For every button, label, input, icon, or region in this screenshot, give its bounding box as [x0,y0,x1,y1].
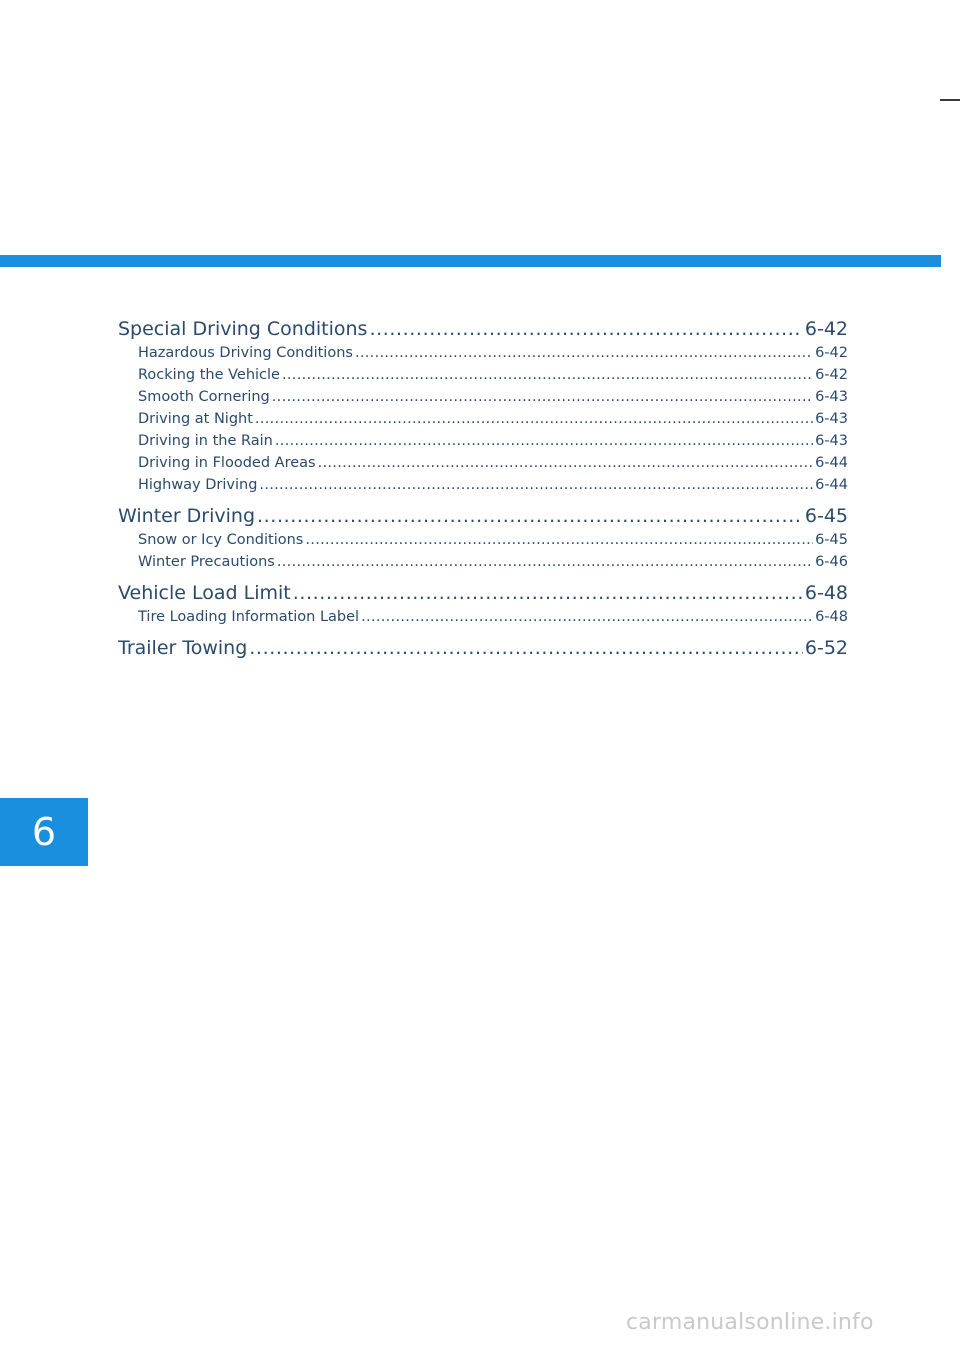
toc-entry-title: Winter Precautions [138,554,275,570]
dot-leader [275,430,813,452]
toc-entry-title: Rocking the Vehicle [138,367,280,383]
toc-sub-entry[interactable] [138,342,848,364]
toc-entry-title: Tire Loading Information Label [138,609,360,625]
toc-entry-title: Vehicle Load Limit [118,582,291,604]
toc-section-winter-driving [118,503,848,573]
dot-leader [361,606,813,628]
toc-entry-title: Hazardous Driving Conditions [138,345,353,361]
chapter-number: 6 [31,810,57,854]
toc-sub-entry[interactable] [138,551,848,573]
toc-entry-page: 6-42 [815,367,848,383]
dot-leader [293,580,803,606]
toc-main-entry[interactable] [118,503,848,529]
dot-leader [305,529,813,551]
toc-sub-entry[interactable] [138,364,848,386]
toc-sub-entry[interactable] [138,474,848,496]
toc-entry-title: Snow or Icy Conditions [138,532,304,548]
toc-entry-page: 6-43 [815,389,848,405]
toc-section-special-driving [118,316,848,496]
toc-sub-entry[interactable] [138,452,848,474]
dot-leader [272,386,813,408]
toc-sub-entry[interactable] [138,408,848,430]
dot-leader [249,635,803,661]
toc-entry-title: Driving at Night [138,411,253,427]
dot-leader [255,408,813,430]
toc-entry-page: 6-44 [815,455,848,471]
toc-entry-title: Special Driving Conditions [118,318,368,340]
table-of-contents [118,316,848,661]
toc-entry-page: 6-43 [815,411,848,427]
toc-main-entry[interactable] [118,580,848,606]
dot-leader [259,474,813,496]
toc-entry-page: 6-46 [815,554,848,570]
toc-entry-page: 6-42 [815,345,848,361]
toc-entry-page: 6-43 [815,433,848,449]
toc-entry-title: Winter Driving [118,505,256,527]
toc-entry-title: Driving in Flooded Areas [138,455,316,471]
dot-leader [277,551,813,573]
toc-entry-page: 6-48 [815,609,848,625]
toc-main-entry[interactable] [118,635,848,661]
dot-leader [318,452,814,474]
toc-entry-page: 6-42 [804,318,848,340]
toc-sub-entry[interactable] [138,606,848,628]
watermark-text: carmanualsonline.info [626,1310,874,1335]
toc-entry-title: Smooth Cornering [138,389,270,405]
page-corner-mark [940,99,960,101]
toc-sub-list [118,529,848,573]
toc-entry-page: 6-45 [804,505,848,527]
toc-entry-title: Driving in the Rain [138,433,273,449]
toc-entry-page: 6-44 [815,477,848,493]
toc-sub-list [118,606,848,628]
chapter-tab[interactable] [0,798,88,866]
toc-entry-page: 6-45 [815,532,848,548]
toc-main-entry[interactable] [118,316,848,342]
toc-sub-entry[interactable] [138,529,848,551]
toc-sub-list [118,342,848,496]
dot-leader [369,316,802,342]
toc-entry-title: Highway Driving [138,477,258,493]
toc-entry-title: Trailer Towing [118,637,248,659]
toc-section-vehicle-load-limit [118,580,848,628]
toc-entry-page: 6-52 [804,637,848,659]
toc-sub-entry[interactable] [138,430,848,452]
toc-entry-page: 6-48 [804,582,848,604]
dot-leader [355,342,813,364]
dot-leader [282,364,813,386]
header-accent-bar [0,255,941,267]
toc-section-trailer-towing [118,635,848,661]
dot-leader [257,503,803,529]
toc-sub-entry[interactable] [138,386,848,408]
